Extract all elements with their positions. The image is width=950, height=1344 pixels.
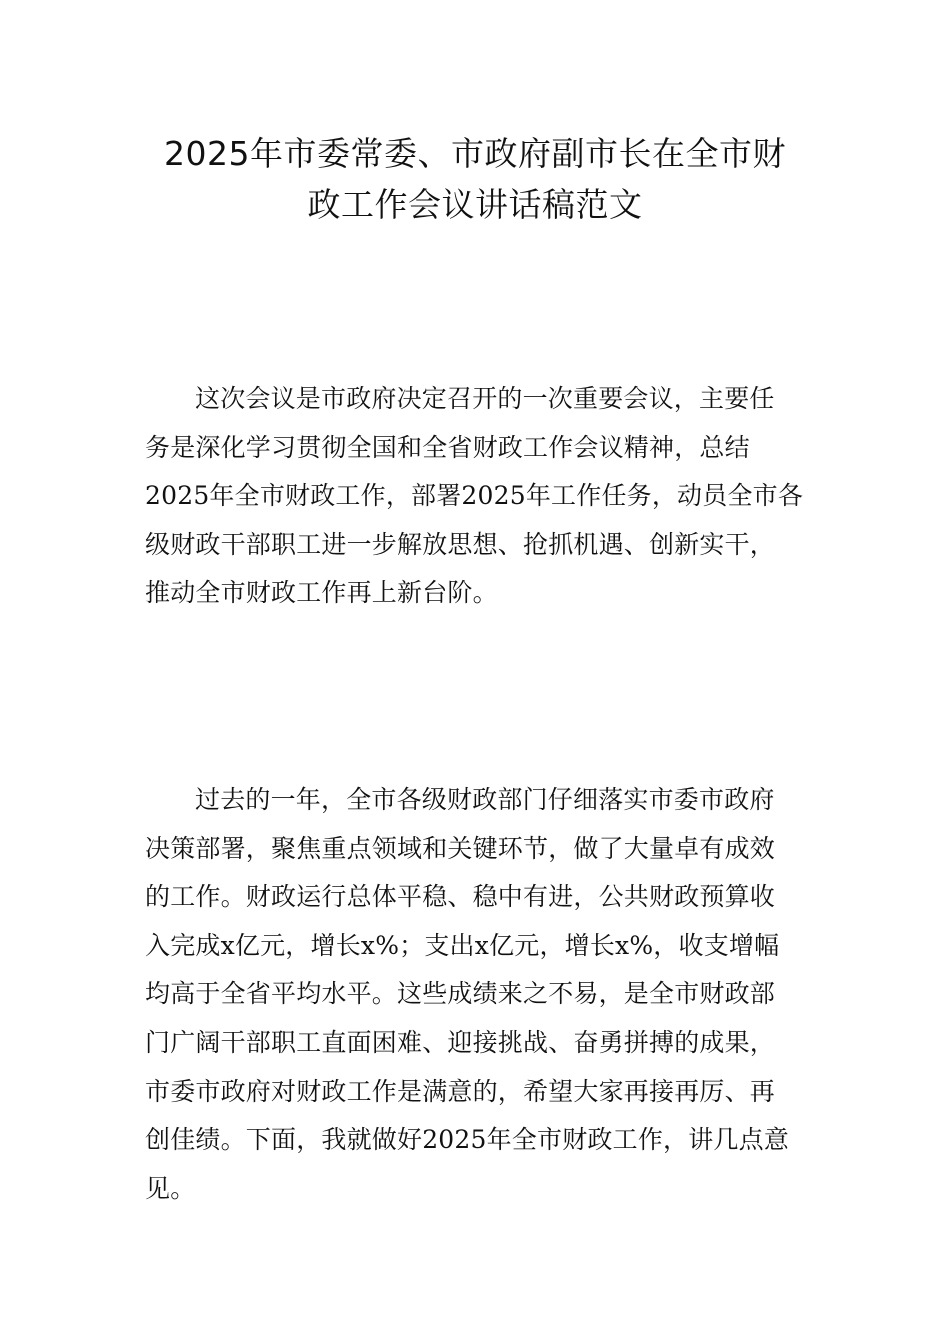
paragraph-line: 级财政干部职工进一步解放思想、抢抓机遇、创新实干， [145,529,776,559]
paragraph-line: 这次会议是市政府决定召开的一次重要会议，主要任 [195,384,775,413]
paragraph-line: 的工作。财政运行总体平稳、稳中有进，公共财政预算收 [145,882,776,912]
paragraph-line: 创佳绩。下面，我就做好2025年全市财政工作，讲几点意 [145,1125,790,1155]
paragraph-line: 门广阔干部职工直面困难、迎接挑战、奋勇拼搏的成果， [145,1027,776,1057]
paragraph-line: 过去的一年，全市各级财政部门仔细落实市委市政府 [195,785,775,814]
paragraph-line: 均高于全省平均水平。这些成绩来之不易，是全市财政部 [145,979,776,1009]
paragraph-line: 2025年全市财政工作，部署2025年工作任务，动员全市各 [145,481,804,511]
title-line-2: 政工作会议讲话稿范文 [307,185,643,224]
paragraph-line: 入完成x亿元，增长x%；支出x亿元，增长x%，收支增幅 [145,930,780,960]
paragraph-line: 决策部署，聚焦重点领域和关键环节，做了大量卓有成效 [145,833,776,863]
paragraph-line: 见。 [145,1173,196,1203]
paragraph-line: 推动全市财政工作再上新台阶。 [145,578,498,608]
paragraph-2 [145,776,808,1213]
title-line-1: 2025年市委常委、市政府副市长在全市财 [164,134,786,173]
paragraph-1 [145,375,808,618]
document-title [140,128,810,230]
paragraph-line: 市委市政府对财政工作是满意的，希望大家再接再厉、再 [145,1076,776,1106]
paragraph-line: 务是深化学习贯彻全国和全省财政工作会议精神，总结 [145,432,750,462]
